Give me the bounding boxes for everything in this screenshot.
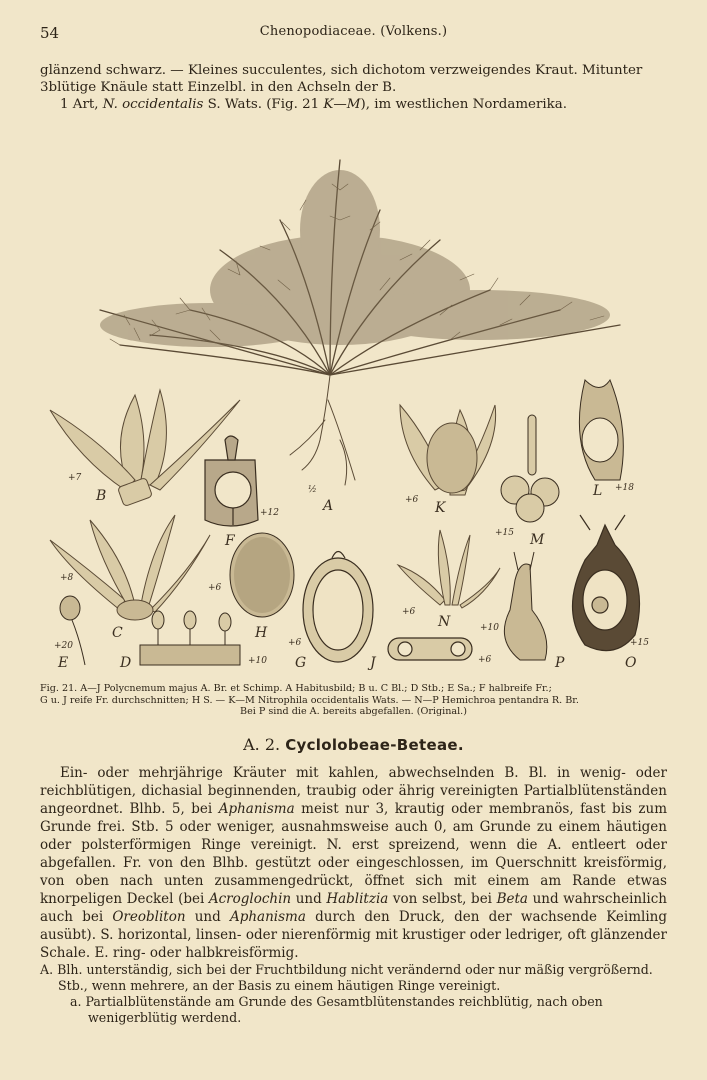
label-b: B [96,488,107,504]
caption-line: Bei P sind die A. bereits abgefallen. (Original.) [240,706,467,717]
label-o: O [625,655,637,671]
label-e: E [58,655,69,671]
figure-engraving [40,140,670,680]
mag-b: +7 [68,473,82,483]
mag-l: +18 [615,483,634,493]
mag-d: +10 [248,656,267,666]
botanical-figure [40,140,670,680]
page-number: 54 [40,24,60,42]
flower-n-illustration [398,530,500,608]
description-paragraph [40,764,667,962]
label-m: M [530,532,545,548]
label-h: H [255,625,268,641]
fruit-f-illustration [205,436,258,526]
description-text: Ein- oder mehrjährige Kräuter mit kahlen, abwechselnden B. Bl. in wenig- oder reichblütigen, dichasial beginnenden, traubig oder ährig vereinigten Partialblütenständen angeordnet. Blhb. 5, bei Aphanisma meist nur 3, krautig oder membranös, fast bis zum Grunde frei. Stb. 5 oder weniger, ausnahmsweise auch 0, am Grunde zu einem häutigen oder polsterförmigen Ringe vereinigt. N. erst spreizend, wenn die A. entleert oder abgefallen. Fr. von den Blhb. gestützt oder eingeschlossen, im Querschnitt kreisförmig, von oben nach unten zusammengedrückt, öffnet sich mit einem am Rande etwas knorpeligen Deckel (bei Acroglochin und Hablitzia von selbst, bei Beta und wahrscheinlich auch bei Oreobliton und Aphanisma durch den Druck, den der wachsende Keimling ausübt). S. horizontal, linsen- oder nierenförmig mit krustiger oder ledriger, oft glänzender Schale. E. ring- oder halbkreisförmig. [40,765,668,961]
label-f: F [225,533,235,549]
label-j: J [370,655,376,671]
label-p: P [555,655,565,671]
label-l: L [593,483,603,499]
running-head: Chenopodiaceae. (Volkens.) [259,24,448,39]
section-name: Cyclolobeae-Beteae. [285,736,464,754]
fruit-g-illustration [303,552,373,663]
fruit-o-illustration [573,515,640,651]
mag-f: +12 [260,508,279,518]
figure-caption [40,683,667,718]
mag-a: ½ [308,485,317,495]
intro-line: glänzend schwarz. — Kleines succulentes, sich dichotom verzweigendes Kraut. Mitunter 3blütige Knäule statt Einzelbl. in den Achseln der B. [40,63,643,95]
mag-n: +6 [402,607,416,617]
key-entry-a-a: a. Partialblütenstände am Grunde des Gesamtblütenstandes reichblütig, nach oben wenigerblütig werdend. [70,994,603,1025]
key-entry-a: A. Blh. unterständig, sich bei der Fruchtbildung nicht verändernd oder nur mäßig vergrößernd. Stb., wenn mehrere, an der Basis zu einem häutigen Ringe vereinigt. [40,962,653,993]
flower-k-illustration [400,405,496,495]
mag-m: +15 [495,528,514,538]
caption-line: Fig. 21. A—J Polycnemum majus A. Br. et Schimp. A Habitusbild; B u. C Bl.; D Stb.; E Sa.; F halbreife Fr.; [40,683,552,694]
fruit-j-illustration [388,638,472,660]
label-a: A [323,498,334,514]
stamen-m-illustration [501,415,559,522]
intro-paragraph [40,62,667,113]
seed-h-illustration [230,533,294,617]
mag-p: +10 [480,623,499,633]
mag-j: +6 [478,655,492,665]
caption-line: G u. J reife Fr. durchschnitten; H S. — K—M Nitrophila occidentalis Wats. — N—P Hemichroa pentandra R. Br. [40,694,579,706]
mag-k: +6 [405,495,419,505]
label-d: D [120,655,132,671]
species-name: N. occidentalis [102,97,204,112]
habit-illustration [100,160,620,485]
label-n: N [438,614,451,630]
mag-e: +20 [54,641,73,651]
fruit-p-illustration [504,552,546,660]
section-number: A. 2. [243,735,286,754]
label-g: G [295,655,307,671]
mag-c: +8 [60,573,74,583]
identification-key [40,962,667,1026]
mag-o: +15 [630,638,649,648]
intro-species-line: 1 Art, N. occidentalis S. Wats. (Fig. 21 K—M), im westlichen Nordamerika. [60,97,568,112]
section-heading [0,735,707,754]
mag-h: +6 [208,583,222,593]
label-c: C [112,625,123,641]
mag-g: +6 [288,638,302,648]
page-header [40,24,667,44]
stamen-d-illustration [140,611,240,665]
label-k: K [435,500,446,516]
fruit-l-illustration [579,380,623,480]
